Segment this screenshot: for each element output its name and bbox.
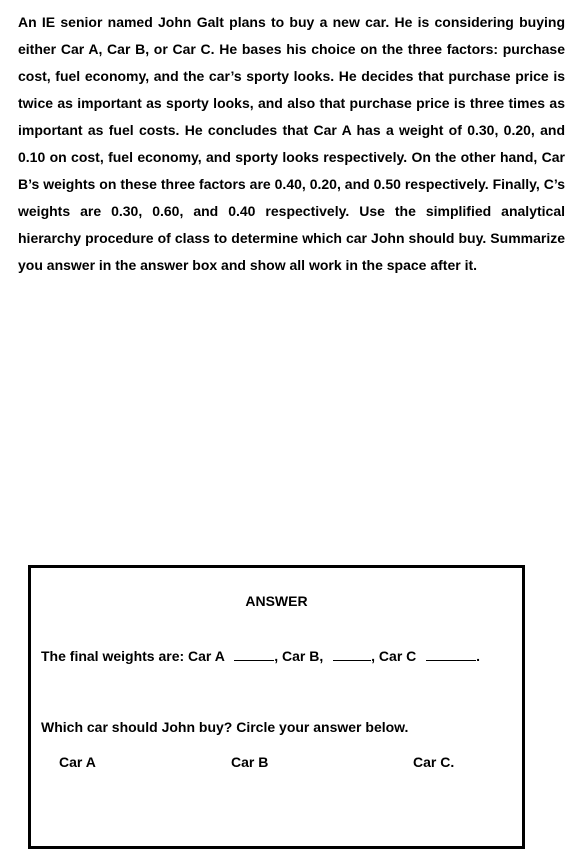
- car-a-weight-blank[interactable]: [234, 648, 274, 661]
- choice-car-b[interactable]: Car B: [231, 754, 269, 770]
- car-c-weight-blank[interactable]: [426, 648, 476, 661]
- car-b-weight-blank[interactable]: [333, 648, 371, 661]
- weights-end: .: [476, 648, 481, 664]
- car-choice-question: Which car should John buy? Circle your answer below.: [41, 719, 409, 735]
- choice-car-c[interactable]: Car C.: [413, 754, 455, 770]
- answer-box: [28, 565, 525, 849]
- problem-statement: An IE senior named John Galt plans to buy a new car. He is considering buying either Car A, Car B, or Car C. He bases his choice on the three factors: purchase cost, fuel economy, and the car’s sporty looks. He decides that purchase price is twice as important as sporty looks, and also that purchase price is three times as important as fuel costs. He concludes that Car A has a weight of 0.30, 0.20, and 0.10 on cost, fuel economy, and sporty looks respectively. On the other hand, Car B’s weights on these three factors are 0.40, 0.20, and 0.50 respectively. Finally, C’s weights are 0.30, 0.60, and 0.40 respectively. Use the simplified analytical hierarchy procedure of class to determine which car John should buy. Summarize you answer in the answer box and show all work in the space after it.: [18, 14, 565, 273]
- weights-car-c-label: , Car C: [371, 648, 417, 664]
- choice-car-a[interactable]: Car A: [59, 754, 96, 770]
- weights-car-b-label: , Car B,: [274, 648, 324, 664]
- final-weights-line: [41, 648, 480, 664]
- weights-prefix: The final weights are: Car A: [41, 648, 225, 664]
- answer-title: ANSWER: [245, 593, 308, 609]
